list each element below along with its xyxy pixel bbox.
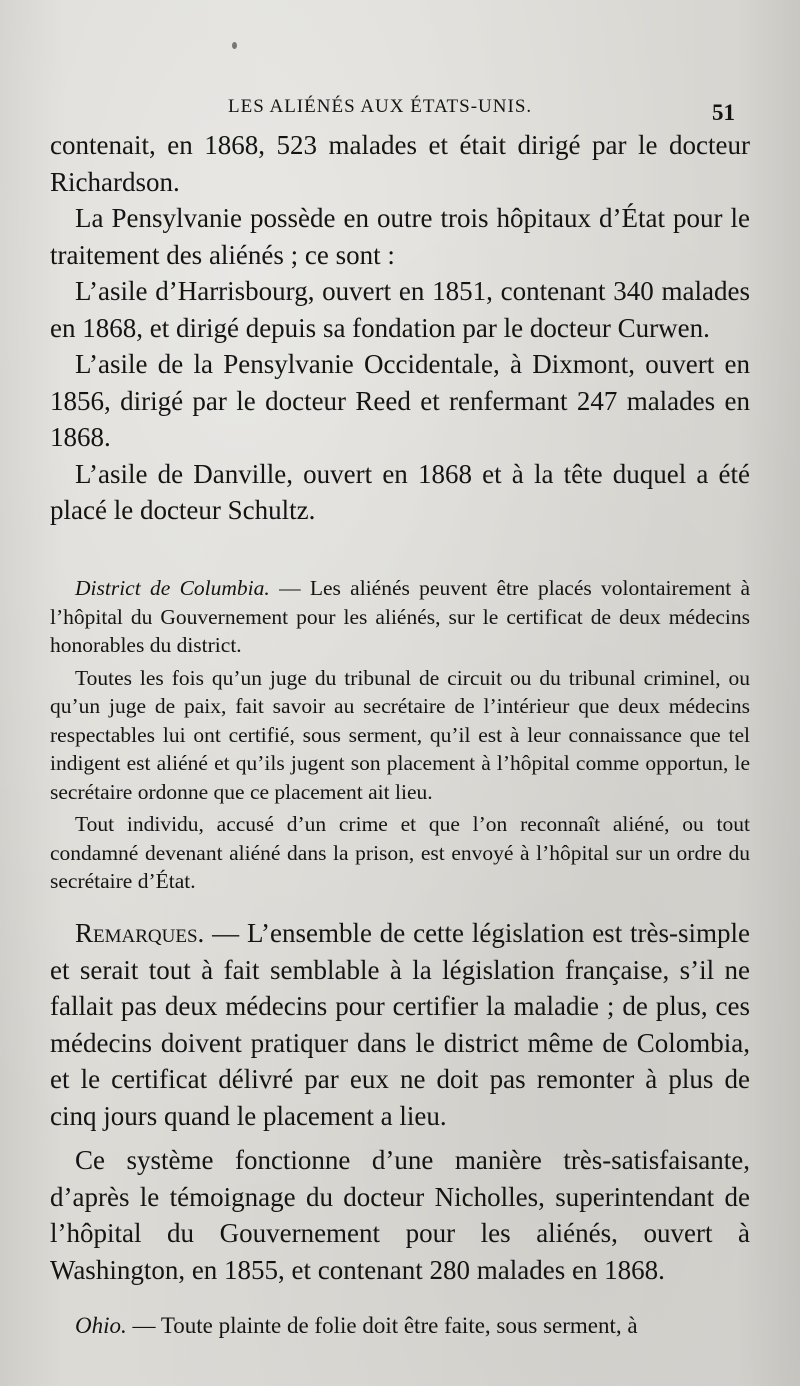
district-label: District de Columbia. bbox=[75, 576, 270, 600]
paragraph-ohio bbox=[50, 1312, 750, 1341]
paragraph-washington-hospital: Ce système fonctionne d’une manière très-satisfaisante, d’après le témoignage du docteur Nicholles, superintendant de l’hôpital du Gouvernement pour les aliénés, ouvert à Washington, en 1855, et contenant 280 malades en 1868. bbox=[50, 1145, 750, 1285]
remarques-label: Remarques. bbox=[75, 918, 205, 948]
paragraph-dixmont: L’asile de la Pensylvanie Occidentale, à Dixmont, ouvert en 1856, dirigé par le docteur Reed et renfermant 247 malades en 1868. bbox=[50, 349, 750, 452]
district-columbia-section bbox=[50, 574, 750, 896]
asylum-paragraphs bbox=[50, 127, 750, 529]
page-number: 51 bbox=[712, 100, 735, 125]
ohio-label: Ohio. bbox=[75, 1313, 127, 1338]
running-header: LES ALIÉNÉS AUX ÉTATS-UNIS. bbox=[228, 96, 533, 117]
ohio-section bbox=[50, 1312, 750, 1341]
paragraph-district-criminals: Tout individu, accusé d’un crime et que l’on reconnaît aliéné, ou tout condamné devenant aliéné dans la prison, est envoyé à l’hôpital sur un ordre du secrétaire d’État. bbox=[50, 812, 750, 893]
paragraph-harrisbourg: L’asile d’Harrisbourg, ouvert en 1851, contenant 340 malades en 1868, et dirigé depuis sa fondation par le docteur Curwen. bbox=[50, 276, 750, 343]
paragraph-district-judges: Toutes les fois qu’un juge du tribunal de circuit ou du tribunal criminel, ou qu’un juge de paix, fait savoir au secrétaire de l’intérieur que deux médecins respectables lui ont certifié, sous serment, qu’il est à leur connaissance que tel indigent est aliéné et qu’ils jugent son placement à l’hôpital comme opportun, le secrétaire ordonne que ce placement ait lieu. bbox=[50, 665, 750, 804]
paragraph-district-intro bbox=[50, 574, 750, 660]
remarques-section bbox=[50, 915, 750, 1296]
district-intro-text: — Les aliénés peuvent être placés volontairement à l’hôpital du Gouvernement pour les aliénés, sur le certificat de deux médecins honorables du district. bbox=[50, 576, 751, 657]
paragraph-remarques bbox=[50, 915, 750, 1134]
ink-speck bbox=[232, 42, 237, 49]
paragraph-state-hospitals: La Pensylvanie possède en outre trois hôpitaux d’État pour le traitement des aliénés ; ce sont : bbox=[50, 203, 750, 270]
ohio-text: — Toute plainte de folie doit être faite, sous serment, à bbox=[132, 1313, 638, 1338]
paragraph-richardson: contenait, en 1868, 523 malades et était dirigé par le docteur Richardson. bbox=[50, 130, 750, 197]
remarques-text: — L’ensemble de cette législation est très-simple et serait tout à fait semblable à la législation française, s’il ne fallait pas deux médecins pour certifier la maladie ; de plus, ces médecins doivent pratiquer dans le district même de Colombia, et le certificat délivré par eux ne doit pas remonter à plus de cinq jours quand le placement a lieu. bbox=[50, 918, 750, 1131]
paragraph-danville: L’asile de Danville, ouvert en 1868 et à la tête duquel a été placé le docteur Schultz. bbox=[50, 458, 750, 525]
